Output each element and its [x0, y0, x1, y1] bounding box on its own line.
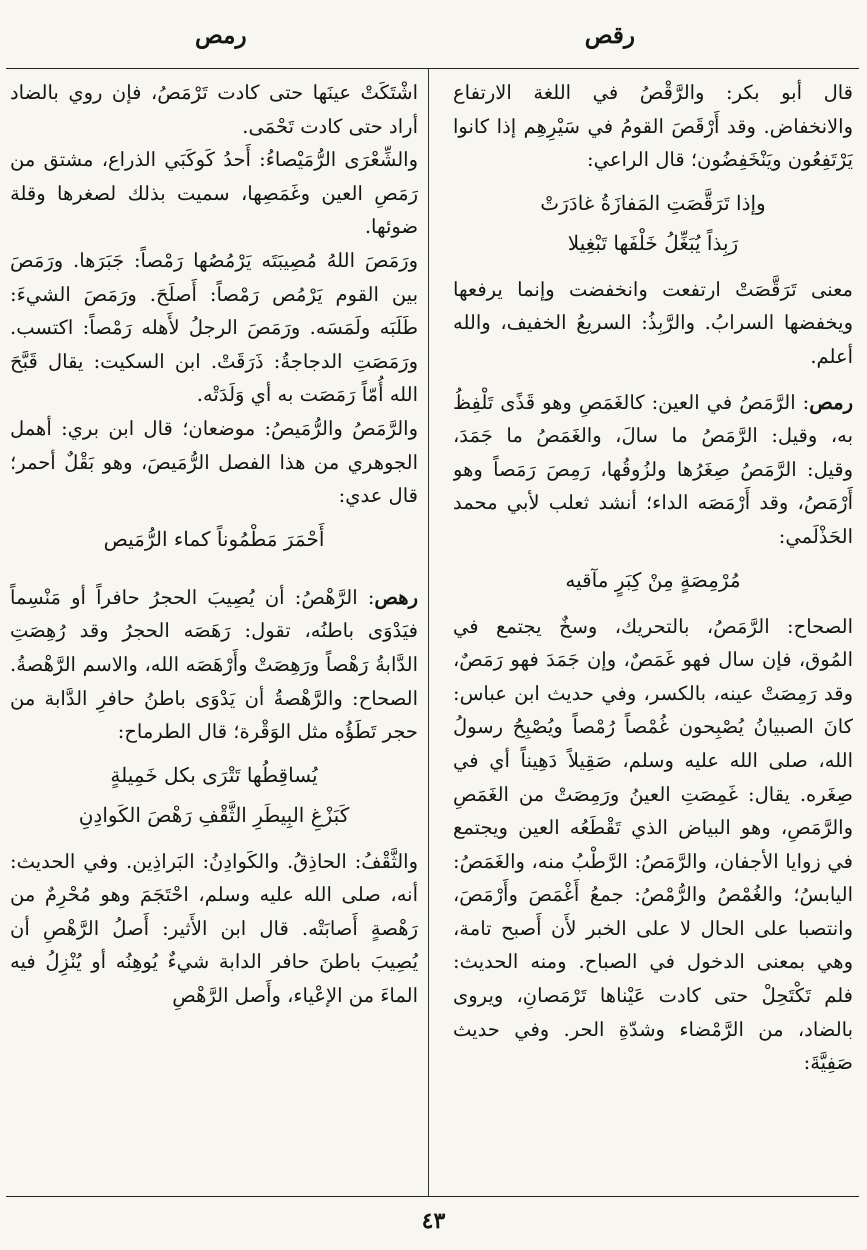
left-paragraph-5: : الرَّهْصُ: أن يُصِيبَ الحجرُ حافراً أو مَنْسِماً فيَدْوَى باطنُه، تقول: رَهَصَه الحجرُ وقد رُهِصَتِ الدَّابةُ رَهْصاً ورَهِصَتْ وأَرْهَصَه الله، والاسم الرَّهْصةُ. الصحاح: والرَّهْصةُ أن يَدْوَى باطنُ حافرِ الدَّابة من حجر تَطَؤُه مثل الوَقْرة؛ قال الطرماح: — [10, 585, 418, 744]
left-verse-2-line-1: يُساقِطُها تَتْرَى بكل خَمِيلةٍ — [110, 762, 318, 787]
entry-gap — [10, 569, 418, 581]
left-verse-2-line-2: كَبَزْغِ البِيطَرِ الثَّقْفِ رَهْصَ الكَوادِنِ — [78, 802, 350, 827]
left-paragraph-1: اشْتَكَتْ عينَها حتى كادت تَرْمَصُ، فإن روي بالضاد أراد حتى كادت تَحْمَى. — [10, 81, 418, 138]
column-divider — [428, 68, 429, 1196]
top-rule — [6, 68, 859, 69]
right-verse-2 — [453, 560, 853, 600]
left-paragraph-4: والرَّمَصُ والرُّمَيصُ: موضعان؛ قال ابن بري: أهمل الجوهري من هذا الفصل الرُّمَيصَ، وهو بَقْلٌ أحمر؛ قال عدي: — [10, 416, 418, 508]
right-paragraph-1: قال أبو بكر: والرَّقْصُ في اللغة الارتفاع والانخفاض. وقد أَرْقَصَ القومُ في سَيْرِهِم إذا كانوا يَرْتَفِعُون ويَنْخَفِضُون؛ قال الراعي: — [453, 81, 853, 172]
bottom-rule — [6, 1196, 859, 1197]
left-verse-2 — [10, 755, 418, 835]
entry-ramas — [453, 386, 853, 554]
right-verse-1-line-2: رَبِذاً يُبَغِّلُ خَلْفَها تَبْغِيلا — [567, 230, 739, 255]
left-column — [10, 76, 418, 1196]
running-header-right: رقص — [584, 22, 635, 49]
running-header-left: رمص — [195, 22, 247, 49]
left-verse-1 — [10, 519, 418, 559]
left-verse-1-line: أَحْمَرَ مَطْمُوناً كماء الرُّمَيص — [103, 526, 325, 551]
right-verse-1 — [453, 183, 853, 263]
left-paragraph-2: والشِّعْرَى الرُّمَيْصاءُ: أَحدُ كَوكَبَي الذراع، مشتق من رَمَصِ العين وغَمَصِها، سميت بذلك لصغرها وقلة ضوئها. — [10, 148, 418, 239]
headword-rahas: رهص — [374, 585, 418, 609]
right-paragraph-4: الصحاح: الرَّمَصُ، بالتحريك، وسخٌ يجتمع في المُوق، فإن سال فهو غَمَصٌ، وإن جَمَدَ فهو رَمَصٌ، وقد رَمِصَتْ عينه، بالكسر، وفي حديث ابن عباس: كانَ الصبيانُ يُصْبِحون غُمْصاً رُمْصاً ويُصْبِحُ رسولُ الله، صلى الله عليه وسلم، صَقِيلاً دَهِيناً أي في صِغَره. يقال: غَمِصَتِ العينُ ورَمِصَتْ من الغَمَصِ والرَّمَصِ، وهو البياض الذي تَقْطَعُه العين ويجتمع في زوايا الأجفان، والرَّمَصُ: الرَّطْبُ منه، والغَمَصُ: اليابسُ؛ والغُمْصُ والرُّمْصُ: جمعُ أَغْمَصَ وأَرْمَصَ، وانتصبا على الحال لا على الخبر لأَن أَصبح تامة، وهي بمعنى الدخول في الصباح. ومنه الحديث: فلم تَكْتَحِلْ حتى كادت عَيْناها تَرْمَصانِ، ويروى بالضاد، من الرَّمْضاء وشدّةِ الحر. وفي حديث صَفِيَّةَ: — [453, 614, 853, 1075]
right-paragraph-3: : الرَّمَصُ في العين: كالغَمَصِ وهو قَذًى تَلْفِظُ به، وقيل: الرَّمَصُ ما سالَ، والغَمَصُ ما جَمَدَ، وقيل: الرَّمَصُ صِغَرُها ولزُوقُها، رَمِصَ رَمَصاً وهو أَرْمَصُ، وقد أَرْمَصَه الداء؛ أنشد ثعلب لأبي محمد الحَذْلَمي: — [453, 390, 853, 548]
left-paragraph-6: والثَّقْفُ: الحاذِقُ. والكَوادِنُ: البَراذِين. وفي الحديث: أنه، صلى الله عليه وسلم، احْتَجَمَ وهو مُحْرِمٌ من رَهْصةٍ أَصابَتْه. قال ابن الأَثير: أَصلُ الرَّهْصِ أن يُصِيبَ باطنَ حافر الدابة شيءٌ يُوهِنُه أو يُنْزِلُ فيه الماءَ من الإعْياء، وأَصل الرَّهْصِ — [10, 849, 418, 1008]
headword-ramas: رمص — [809, 390, 853, 414]
right-verse-2-line: مُرْمِصَةٍ مِنْ كِبَرٍ مآقيه — [565, 567, 741, 592]
right-verse-1-line-1: وإذا تَرَقَّصَتِ المَفازَةُ غادَرَتْ — [540, 190, 766, 215]
entry-gap — [453, 374, 853, 386]
entry-rahas — [10, 581, 418, 749]
right-paragraph-2: معنى تَرَقَّصَتْ ارتفعت وانخفضت وإنما يرفعها ويخفضها السرابُ. والرَّبِذُ: السريعُ الخفيف، والله أعلم. — [453, 277, 853, 368]
left-paragraph-3: ورَمَصَ اللهُ مُصِيبَتَه يَرْمُصُها رَمْصاً: جَبَرَها. ورَمَصَ بين القوم يَرْمُص رَمْصاً: أَصلَحَ. ورَمَصَ الشيءَ: طَلَبَه ولَمَسَه. ورَمَصَ الرجلُ لأَهله رَمْصاً: اكتسب. ورَمَصَتِ الدجاجةُ: ذَرَقَتْ. ابن السكيت: يقال قَبَّحَ الله أُمّاً رَمَصَت به أي وَلَدَتْه. — [10, 248, 418, 407]
right-column — [453, 76, 853, 1196]
page-number: ٤٣ — [421, 1208, 446, 1234]
